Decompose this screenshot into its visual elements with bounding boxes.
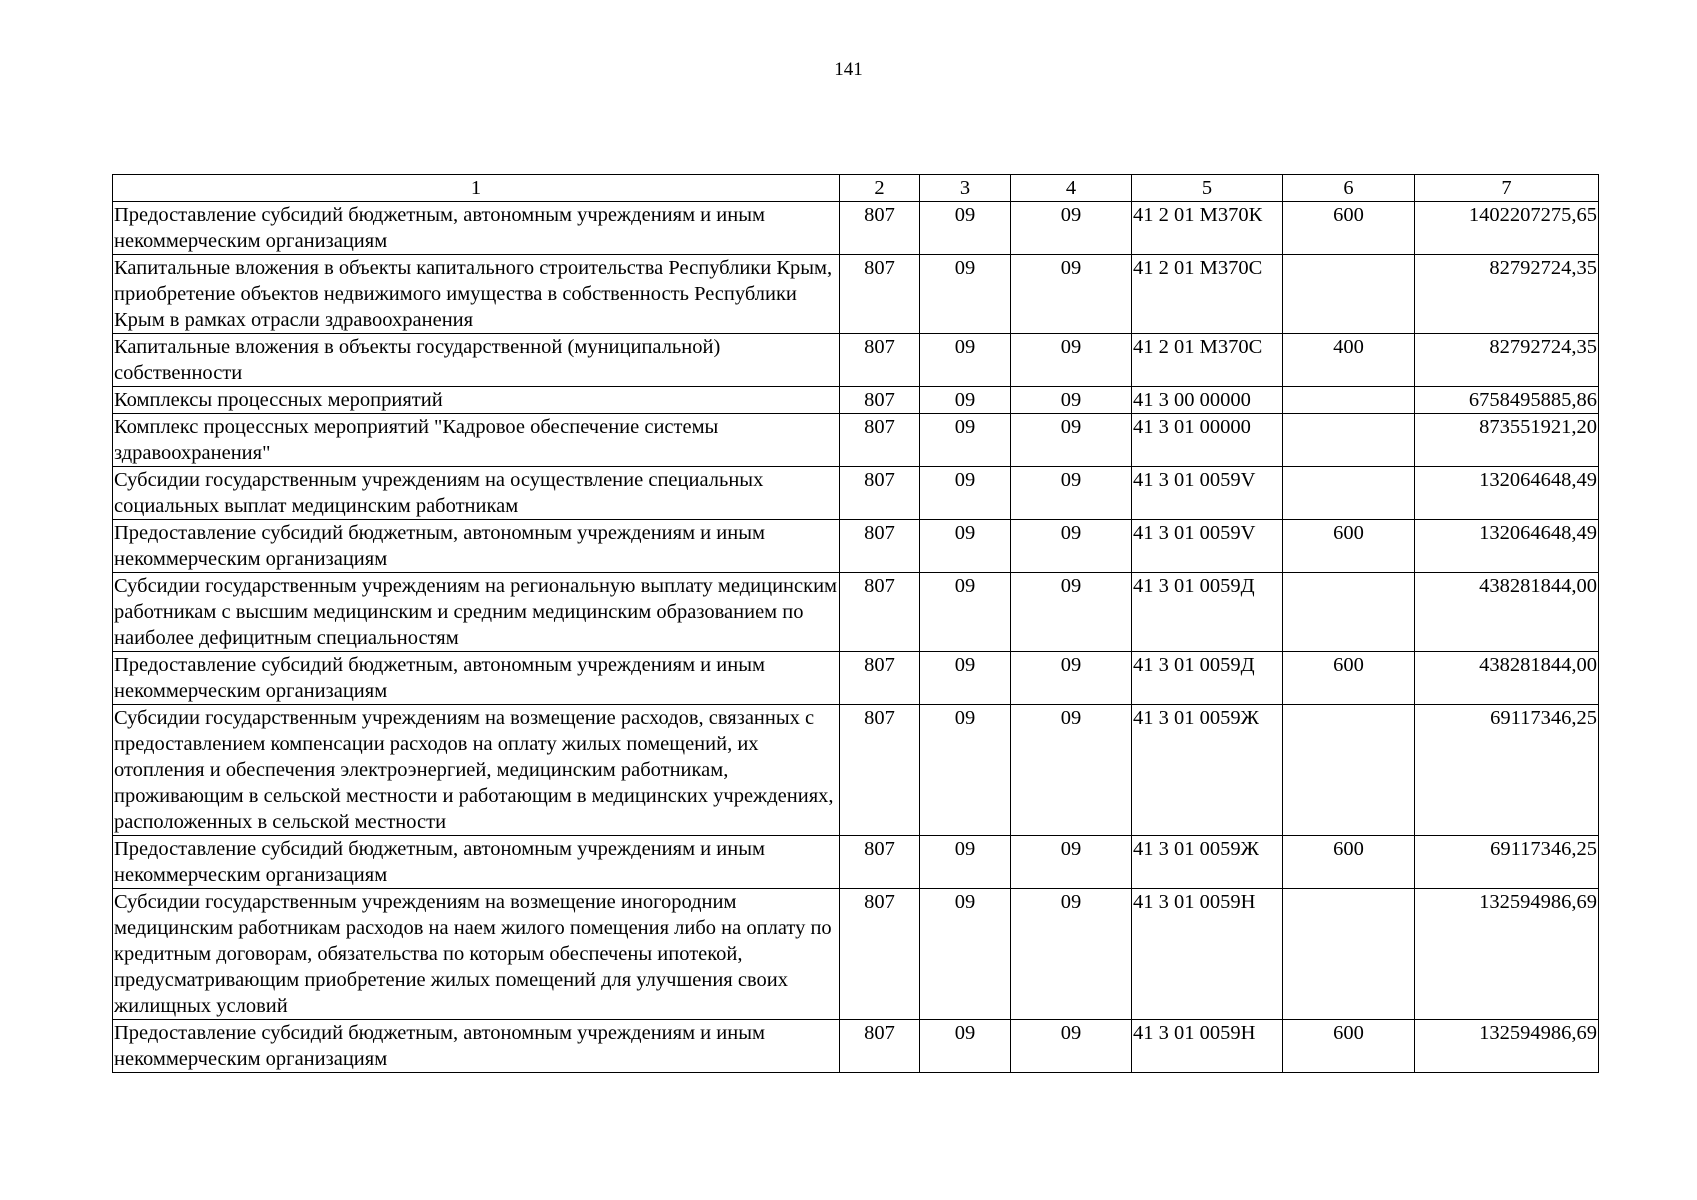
table-body	[113, 202, 1599, 1073]
table-row	[113, 202, 1599, 255]
row-csr-cell: 41 3 01 0059Д	[1132, 573, 1283, 652]
row-vr-cell	[1283, 705, 1415, 836]
row-gr-cell: 807	[840, 467, 920, 520]
row-vr-cell	[1283, 255, 1415, 334]
row-vr-cell: 600	[1283, 652, 1415, 705]
row-vr-cell	[1283, 387, 1415, 414]
row-pr-cell: 09	[1011, 467, 1132, 520]
row-vr-cell: 600	[1283, 520, 1415, 573]
row-pr-cell: 09	[1011, 1020, 1132, 1073]
row-csr-cell: 41 3 01 0059Ж	[1132, 705, 1283, 836]
row-vr-cell	[1283, 467, 1415, 520]
row-rz-cell: 09	[920, 414, 1011, 467]
column-number-header: 6	[1283, 175, 1415, 202]
row-rz-cell: 09	[920, 836, 1011, 889]
table-row	[113, 255, 1599, 334]
row-rz-cell: 09	[920, 652, 1011, 705]
row-gr-cell: 807	[840, 255, 920, 334]
row-amount-cell: 1402207275,65	[1415, 202, 1599, 255]
row-name-cell: Предоставление субсидий бюджетным, автономным учреждениям и иным некоммерческим организациям	[113, 520, 840, 573]
table-row	[113, 414, 1599, 467]
row-name-cell: Предоставление субсидий бюджетным, автономным учреждениям и иным некоммерческим организациям	[113, 652, 840, 705]
column-number-row	[113, 175, 1599, 202]
budget-table	[112, 174, 1599, 1073]
row-gr-cell: 807	[840, 414, 920, 467]
row-gr-cell: 807	[840, 705, 920, 836]
row-amount-cell: 69117346,25	[1415, 705, 1599, 836]
row-amount-cell: 132064648,49	[1415, 467, 1599, 520]
row-csr-cell: 41 3 01 0059V	[1132, 520, 1283, 573]
table-row	[113, 573, 1599, 652]
row-csr-cell: 41 2 01 М370К	[1132, 202, 1283, 255]
row-rz-cell: 09	[920, 467, 1011, 520]
table-row	[113, 1020, 1599, 1073]
table-row	[113, 387, 1599, 414]
row-amount-cell: 82792724,35	[1415, 255, 1599, 334]
row-gr-cell: 807	[840, 1020, 920, 1073]
column-number-header: 2	[840, 175, 920, 202]
row-amount-cell: 438281844,00	[1415, 573, 1599, 652]
row-vr-cell: 600	[1283, 202, 1415, 255]
row-amount-cell: 132594986,69	[1415, 1020, 1599, 1073]
row-rz-cell: 09	[920, 387, 1011, 414]
page-number: 141	[834, 59, 863, 80]
table-row	[113, 467, 1599, 520]
row-rz-cell: 09	[920, 1020, 1011, 1073]
row-csr-cell: 41 3 01 0059Ж	[1132, 836, 1283, 889]
column-number-header: 3	[920, 175, 1011, 202]
row-amount-cell: 6758495885,86	[1415, 387, 1599, 414]
row-csr-cell: 41 3 01 0059Н	[1132, 1020, 1283, 1073]
row-name-cell: Капитальные вложения в объекты государственной (муниципальной) собственности	[113, 334, 840, 387]
row-amount-cell: 69117346,25	[1415, 836, 1599, 889]
row-csr-cell: 41 3 00 00000	[1132, 387, 1283, 414]
row-pr-cell: 09	[1011, 652, 1132, 705]
row-gr-cell: 807	[840, 520, 920, 573]
row-name-cell: Капитальные вложения в объекты капитального строительства Республики Крым, приобретение объектов недвижимого имущества в собственность Республики Крым в рамках отрасли здравоохранения	[113, 255, 840, 334]
row-name-cell: Предоставление субсидий бюджетным, автономным учреждениям и иным некоммерческим организациям	[113, 1020, 840, 1073]
row-vr-cell	[1283, 414, 1415, 467]
row-rz-cell: 09	[920, 573, 1011, 652]
row-pr-cell: 09	[1011, 334, 1132, 387]
row-gr-cell: 807	[840, 889, 920, 1020]
row-rz-cell: 09	[920, 334, 1011, 387]
row-rz-cell: 09	[920, 889, 1011, 1020]
row-gr-cell: 807	[840, 334, 920, 387]
row-pr-cell: 09	[1011, 573, 1132, 652]
row-name-cell: Субсидии государственным учреждениям на возмещение расходов, связанных с предоставлением компенсации расходов на оплату жилых помещений, их отопления и обеспечения электроэнергией, медицинским работникам, проживающим в сельской местности и работающим в медицинских учреждениях, расположенных в сельской местности	[113, 705, 840, 836]
row-name-cell: Предоставление субсидий бюджетным, автономным учреждениям и иным некоммерческим организациям	[113, 836, 840, 889]
row-name-cell: Субсидии государственным учреждениям на осуществление специальных социальных выплат медицинским работникам	[113, 467, 840, 520]
row-vr-cell: 400	[1283, 334, 1415, 387]
column-number-header: 1	[113, 175, 840, 202]
row-vr-cell: 600	[1283, 1020, 1415, 1073]
row-amount-cell: 438281844,00	[1415, 652, 1599, 705]
row-pr-cell: 09	[1011, 255, 1132, 334]
table-row	[113, 334, 1599, 387]
row-rz-cell: 09	[920, 705, 1011, 836]
row-gr-cell: 807	[840, 652, 920, 705]
row-pr-cell: 09	[1011, 202, 1132, 255]
row-amount-cell: 82792724,35	[1415, 334, 1599, 387]
row-amount-cell: 873551921,20	[1415, 414, 1599, 467]
row-csr-cell: 41 3 01 00000	[1132, 414, 1283, 467]
table-row	[113, 520, 1599, 573]
column-number-header: 5	[1132, 175, 1283, 202]
column-number-header: 4	[1011, 175, 1132, 202]
row-csr-cell: 41 3 01 0059V	[1132, 467, 1283, 520]
row-pr-cell: 09	[1011, 520, 1132, 573]
row-pr-cell: 09	[1011, 414, 1132, 467]
table-row	[113, 836, 1599, 889]
row-amount-cell: 132064648,49	[1415, 520, 1599, 573]
row-csr-cell: 41 3 01 0059Н	[1132, 889, 1283, 1020]
column-number-header: 7	[1415, 175, 1599, 202]
row-amount-cell: 132594986,69	[1415, 889, 1599, 1020]
row-gr-cell: 807	[840, 202, 920, 255]
row-name-cell: Субсидии государственным учреждениям на региональную выплату медицинским работникам с высшим медицинским и средним медицинским образованием по наиболее дефицитным специальностям	[113, 573, 840, 652]
row-vr-cell: 600	[1283, 836, 1415, 889]
row-name-cell: Субсидии государственным учреждениям на возмещение иногородним медицинским работникам расходов на наем жилого помещения либо на оплату по кредитным договорам, обязательства по которым обеспечены ипотекой, предусматривающим приобретение жилых помещений для улучшения своих жилищных условий	[113, 889, 840, 1020]
table-row	[113, 652, 1599, 705]
row-vr-cell	[1283, 889, 1415, 1020]
row-pr-cell: 09	[1011, 836, 1132, 889]
row-pr-cell: 09	[1011, 387, 1132, 414]
row-name-cell: Предоставление субсидий бюджетным, автономным учреждениям и иным некоммерческим организациям	[113, 202, 840, 255]
row-gr-cell: 807	[840, 387, 920, 414]
row-rz-cell: 09	[920, 255, 1011, 334]
row-vr-cell	[1283, 573, 1415, 652]
table-row	[113, 705, 1599, 836]
row-gr-cell: 807	[840, 836, 920, 889]
row-rz-cell: 09	[920, 202, 1011, 255]
table-row	[113, 889, 1599, 1020]
row-csr-cell: 41 2 01 М370С	[1132, 334, 1283, 387]
row-csr-cell: 41 3 01 0059Д	[1132, 652, 1283, 705]
row-gr-cell: 807	[840, 573, 920, 652]
row-rz-cell: 09	[920, 520, 1011, 573]
row-csr-cell: 41 2 01 М370С	[1132, 255, 1283, 334]
row-name-cell: Комплексы процессных мероприятий	[113, 387, 840, 414]
row-name-cell: Комплекс процессных мероприятий "Кадровое обеспечение системы здравоохранения"	[113, 414, 840, 467]
row-pr-cell: 09	[1011, 889, 1132, 1020]
row-pr-cell: 09	[1011, 705, 1132, 836]
